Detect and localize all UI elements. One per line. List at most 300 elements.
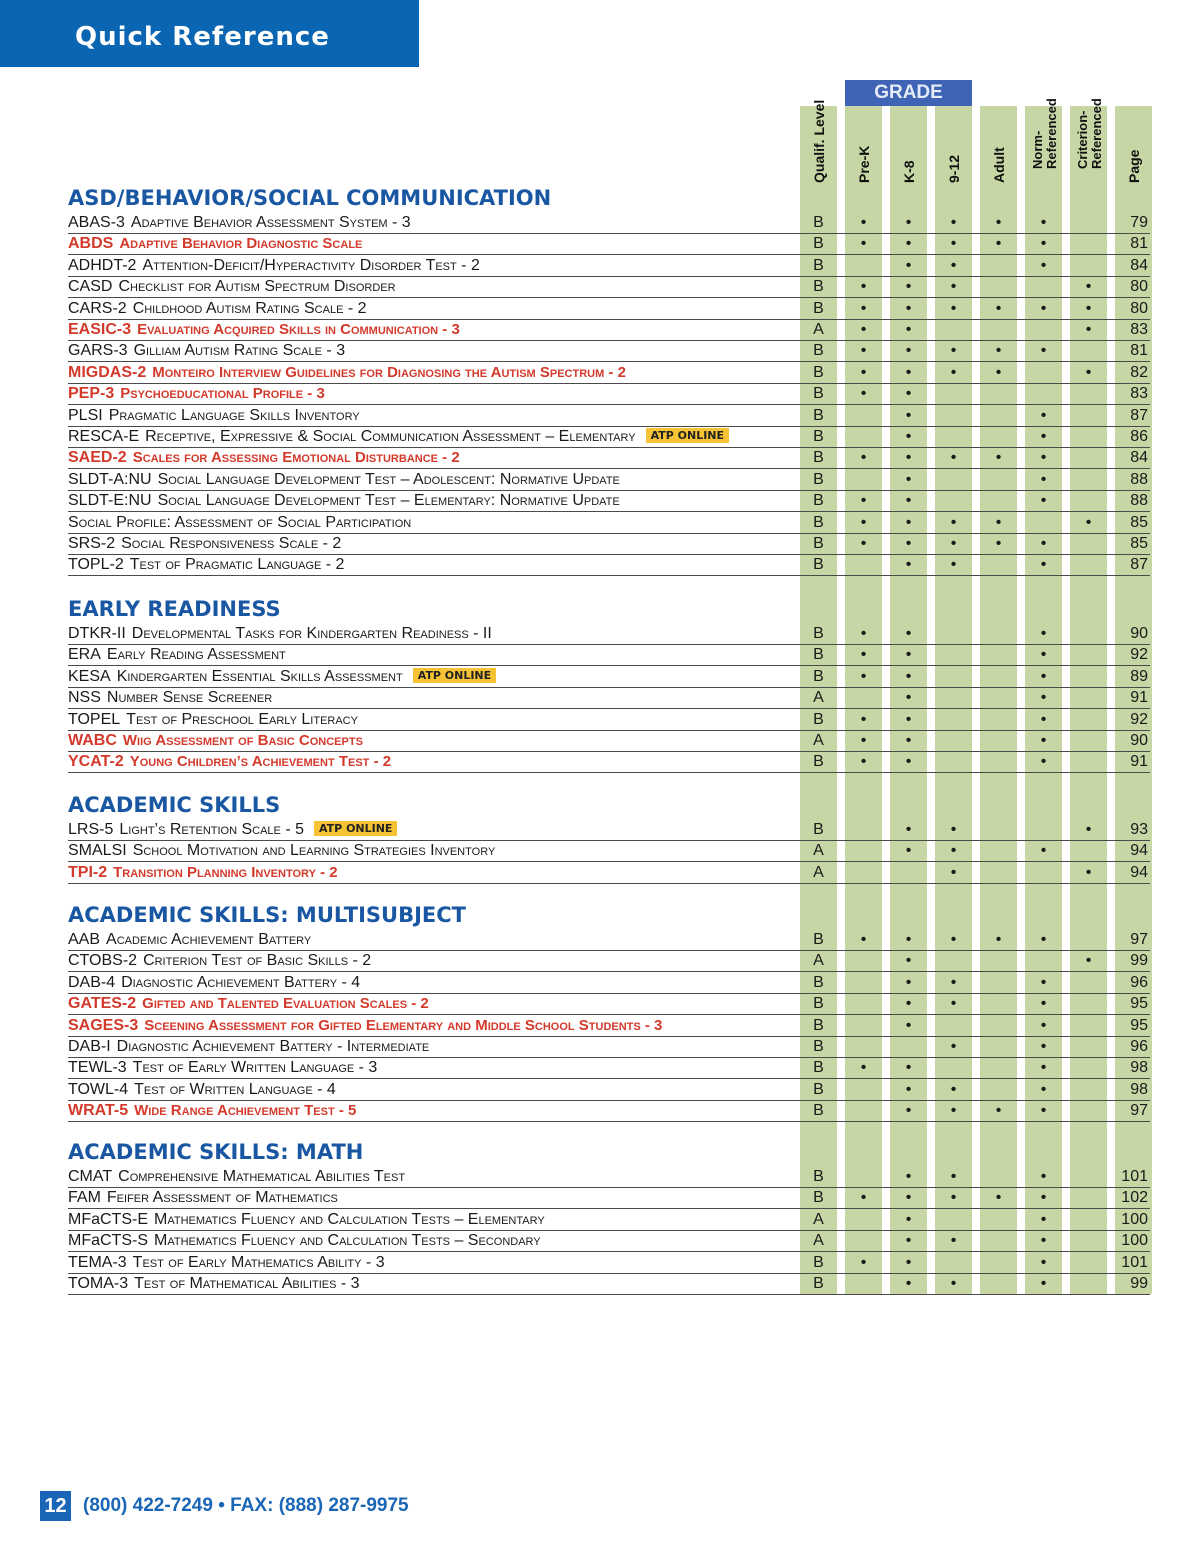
criterion-mark: •: [1085, 321, 1092, 338]
test-abbr: WABC: [68, 732, 117, 749]
norm-mark: •: [1040, 235, 1047, 253]
table-row[interactable]: [68, 212, 1150, 234]
criterion-mark: •: [1085, 821, 1092, 838]
test-abbr: LRS-5: [68, 821, 114, 838]
page-ref: 87: [1130, 556, 1148, 574]
page-ref: 83: [1130, 385, 1148, 403]
norm-mark: •: [1040, 689, 1047, 707]
test-name: Gifted and Talented Evaluation Scales - 2: [142, 995, 429, 1013]
9-12-mark: •: [950, 1232, 957, 1250]
test-abbr: KESA: [68, 667, 111, 685]
test-title: [68, 1168, 405, 1186]
col-label-9-12: 9-12: [945, 154, 962, 183]
k8-mark: •: [905, 1189, 912, 1207]
test-abbr: PLSI: [68, 406, 103, 424]
test-title: [68, 407, 360, 425]
adult-mark: •: [995, 214, 1002, 231]
prek-mark: •: [860, 1253, 867, 1271]
9-12-mark: •: [950, 1102, 957, 1120]
table-row[interactable]: [68, 533, 1150, 555]
9-12-mark: •: [950, 256, 957, 274]
table-row[interactable]: [68, 687, 1150, 709]
norm-mark: •: [1040, 406, 1047, 424]
col-label-norm: [1031, 98, 1059, 169]
adult-mark: •: [995, 342, 1002, 360]
prek-mark: •: [860, 449, 867, 467]
criterion-mark: •: [1085, 278, 1092, 296]
norm-mark: •: [1040, 1059, 1047, 1077]
test-name: Test of Preschool Early Literacy: [126, 710, 358, 728]
test-title: [68, 1254, 385, 1272]
test-title: [68, 300, 367, 318]
qualif-level: A: [813, 1210, 824, 1228]
test-abbr: RESCA-E: [68, 428, 140, 445]
table-row[interactable]: [68, 512, 1150, 534]
test-abbr: SRS-2: [68, 535, 116, 552]
page-ref: 79: [1130, 214, 1148, 231]
k8-mark: •: [905, 1080, 912, 1098]
k8-mark: •: [905, 1253, 912, 1271]
page-ref: 92: [1130, 710, 1148, 728]
qualif-level: B: [813, 1168, 824, 1185]
qualif-level: B: [813, 1253, 824, 1271]
k8-mark: •: [905, 406, 912, 424]
test-name: Test of Early Written Language - 3: [132, 1059, 378, 1077]
page-ref: 102: [1121, 1189, 1148, 1207]
test-title: [68, 214, 411, 232]
test-name: Social Profile: Assessment of Social Participation: [68, 513, 412, 531]
prek-mark: •: [860, 931, 867, 948]
test-abbr: TPI-2: [68, 863, 108, 881]
test-title: [68, 449, 460, 467]
k8-mark: •: [905, 732, 912, 749]
qualif-level: B: [813, 235, 824, 253]
page-ref: 99: [1130, 1275, 1148, 1292]
prek-mark: •: [860, 385, 867, 403]
table-row[interactable]: [68, 666, 1150, 688]
norm-mark: •: [1040, 470, 1047, 488]
test-abbr: SLDT-A:NU: [68, 470, 152, 488]
col-label-prek: Pre-K: [855, 145, 872, 183]
test-abbr: GARS-3: [68, 342, 128, 360]
qualif-level: B: [813, 667, 824, 685]
norm-mark: •: [1040, 492, 1047, 510]
test-name: Monteiro Interview Guidelines for Diagnosing the Autism Spectrum - 2: [152, 363, 626, 381]
norm-mark: •: [1040, 1253, 1047, 1271]
page-ref: 94: [1130, 863, 1148, 881]
qualif-level: B: [813, 1038, 824, 1055]
adult-mark: •: [995, 299, 1002, 317]
table-row[interactable]: [68, 993, 1150, 1015]
table-row[interactable]: [68, 1100, 1150, 1122]
test-abbr: TOPEL: [68, 710, 121, 728]
section-title: ACADEMIC SKILLS: MATH: [68, 1140, 364, 1164]
test-abbr: GATES-2: [68, 995, 137, 1013]
test-title: [68, 625, 492, 643]
test-name: Checklist for Autism Spectrum Disorder: [118, 278, 396, 296]
table-row[interactable]: [68, 1036, 1150, 1058]
9-12-mark: •: [950, 363, 957, 381]
table-row[interactable]: [68, 709, 1150, 731]
test-title: [68, 1102, 356, 1120]
page-ref: 95: [1130, 1016, 1148, 1034]
prek-mark: •: [860, 321, 867, 338]
table-row[interactable]: [68, 447, 1150, 469]
test-abbr: SAED-2: [68, 449, 127, 467]
test-title: [68, 974, 360, 992]
prek-mark: •: [860, 1059, 867, 1077]
col-head-9-12: [935, 106, 972, 203]
test-name: Childhood Autism Rating Scale - 2: [132, 299, 367, 317]
table-row[interactable]: [68, 426, 1150, 448]
test-title: [68, 646, 286, 664]
qualif-level: B: [813, 1102, 824, 1120]
page-ref: 98: [1130, 1080, 1148, 1098]
table-row[interactable]: [68, 819, 1150, 841]
table-row[interactable]: [68, 644, 1150, 666]
qualif-level: B: [813, 449, 824, 467]
test-abbr: DAB-4: [68, 973, 116, 991]
page-ref: 97: [1130, 931, 1148, 948]
test-abbr: ABAS-3: [68, 214, 125, 231]
table-row[interactable]: [68, 1273, 1150, 1295]
page-ref: 83: [1130, 321, 1148, 338]
test-name: Test of Pragmatic Language - 2: [129, 556, 345, 574]
norm-mark: •: [1040, 1080, 1047, 1098]
table-row[interactable]: [68, 340, 1150, 362]
test-title: [68, 471, 620, 489]
test-abbr: TEWL-3: [68, 1059, 127, 1077]
9-12-mark: •: [950, 1168, 957, 1185]
page-ref: 86: [1130, 428, 1148, 445]
test-abbr: TEMA-3: [68, 1253, 127, 1271]
qualif-level: B: [813, 513, 824, 531]
page-ref: 88: [1130, 492, 1148, 510]
page-ref: 96: [1130, 1038, 1148, 1055]
k8-mark: •: [905, 535, 912, 552]
table-row[interactable]: [68, 255, 1150, 277]
test-name: Pragmatic Language Skills Inventory: [108, 406, 360, 424]
norm-mark: •: [1040, 214, 1047, 231]
norm-mark: •: [1040, 973, 1047, 991]
prek-mark: •: [860, 235, 867, 253]
norm-mark: •: [1040, 535, 1047, 552]
k8-mark: •: [905, 973, 912, 991]
k8-mark: •: [905, 689, 912, 707]
table-row[interactable]: [68, 1187, 1150, 1209]
table-row[interactable]: [68, 1057, 1150, 1079]
col-label-k8: K-8: [900, 160, 917, 183]
adult-mark: •: [995, 363, 1002, 381]
test-title: [68, 689, 272, 707]
test-abbr: SAGES-3: [68, 1016, 139, 1034]
page-ref: 100: [1121, 1232, 1148, 1250]
prek-mark: •: [860, 299, 867, 317]
table-row[interactable]: [68, 490, 1150, 512]
test-title: [68, 342, 345, 360]
qualif-level: B: [813, 385, 824, 403]
test-title: [68, 235, 362, 253]
qualif-level: B: [813, 363, 824, 381]
norm-mark: •: [1040, 1275, 1047, 1292]
qualif-level: B: [813, 492, 824, 510]
k8-mark: •: [905, 1059, 912, 1077]
qualif-level: B: [813, 470, 824, 488]
page-ref: 80: [1130, 299, 1148, 317]
test-title: [68, 1232, 541, 1250]
test-name: School Motivation and Learning Strategies Inventory: [132, 842, 496, 860]
col-label-norm-line2: Referenced: [1043, 98, 1059, 169]
9-12-mark: •: [950, 1080, 957, 1098]
k8-mark: •: [905, 278, 912, 296]
test-title: [68, 952, 371, 970]
table-row[interactable]: [68, 319, 1150, 341]
adult-mark: •: [995, 1102, 1002, 1120]
k8-mark: •: [905, 821, 912, 838]
test-name: Diagnostic Achievement Battery - 4: [121, 973, 361, 991]
prek-mark: •: [860, 753, 867, 771]
col-label-adult: Adult: [990, 147, 1007, 183]
table-row[interactable]: [68, 1252, 1150, 1274]
test-name: Academic Achievement Battery: [106, 931, 312, 948]
k8-mark: •: [905, 1102, 912, 1120]
grade-header: GRADE: [845, 80, 972, 106]
adult-mark: •: [995, 535, 1002, 552]
9-12-mark: •: [950, 821, 957, 838]
test-name: Early Reading Assessment: [106, 646, 286, 664]
9-12-mark: •: [950, 1038, 957, 1055]
qualif-level: B: [813, 299, 824, 317]
norm-mark: •: [1040, 995, 1047, 1013]
table-row[interactable]: [68, 623, 1150, 645]
k8-mark: •: [905, 1232, 912, 1250]
k8-mark: •: [905, 753, 912, 771]
k8-mark: •: [905, 625, 912, 642]
col-head-k8: [890, 106, 927, 203]
col-label-criterion: [1076, 98, 1104, 169]
test-name: Light’s Retention Scale - 5: [119, 821, 305, 838]
test-title: [68, 321, 460, 339]
table-row[interactable]: [68, 950, 1150, 972]
test-title: [68, 1275, 360, 1293]
col-label-crit-line1: Criterion-: [1074, 110, 1090, 169]
test-abbr: ADHDT-2: [68, 256, 137, 274]
section-title: ACADEMIC SKILLS: [68, 793, 281, 817]
qualif-level: B: [813, 428, 824, 445]
table-row[interactable]: [68, 469, 1150, 491]
page-number: 12: [40, 1491, 71, 1521]
k8-mark: •: [905, 342, 912, 360]
adult-mark: •: [995, 235, 1002, 253]
test-name: Criterion Test of Basic Skills - 2: [143, 952, 372, 970]
test-title: [68, 931, 311, 949]
k8-mark: •: [905, 299, 912, 317]
qualif-level: B: [813, 995, 824, 1013]
test-abbr: SMALSI: [68, 842, 127, 860]
qualif-level: B: [813, 256, 824, 274]
test-abbr: TOPL-2: [68, 556, 124, 574]
k8-mark: •: [905, 449, 912, 467]
9-12-mark: •: [950, 995, 957, 1013]
col-head-qualif: [800, 99, 837, 203]
prek-mark: •: [860, 667, 867, 685]
norm-mark: •: [1040, 931, 1047, 948]
col-head-criterion: [1070, 98, 1107, 203]
test-name: Attention-Deficit/Hyperactivity Disorder Test - 2: [142, 256, 480, 274]
norm-mark: •: [1040, 1102, 1047, 1120]
test-name: Young Children’s Achievement Test - 2: [129, 753, 392, 771]
page-ref: 89: [1130, 667, 1148, 685]
page-ref: 82: [1130, 363, 1148, 381]
k8-mark: •: [905, 1168, 912, 1185]
page-ref: 85: [1130, 535, 1148, 552]
test-abbr: ERA: [68, 646, 101, 664]
page-ref: 90: [1130, 732, 1148, 749]
adult-mark: •: [995, 1189, 1002, 1207]
col-label-page: Page: [1125, 149, 1142, 183]
page-ref: 85: [1130, 513, 1148, 531]
test-title: [68, 711, 358, 729]
test-title: [68, 556, 344, 574]
qualif-level: A: [813, 732, 824, 749]
test-abbr: DAB-I: [68, 1038, 111, 1055]
qualif-level: B: [813, 342, 824, 360]
k8-mark: •: [905, 646, 912, 664]
qualif-level: B: [813, 1080, 824, 1098]
col-label-norm-line1: Norm-: [1029, 130, 1045, 169]
norm-mark: •: [1040, 1189, 1047, 1207]
table-row[interactable]: [68, 383, 1150, 405]
norm-mark: •: [1040, 1232, 1047, 1250]
page-ref: 99: [1130, 952, 1148, 970]
norm-mark: •: [1040, 625, 1047, 642]
qualif-level: B: [813, 931, 824, 948]
table-row[interactable]: [68, 276, 1150, 298]
test-name: Number Sense Screener: [106, 689, 273, 707]
test-name: Adaptive Behavior Diagnostic Scale: [119, 235, 363, 253]
test-title: [68, 385, 325, 403]
qualif-level: B: [813, 973, 824, 991]
table-row[interactable]: [68, 1079, 1150, 1101]
header-bar: [0, 0, 419, 67]
test-abbr: YCAT-2: [68, 753, 124, 771]
adult-mark: •: [995, 449, 1002, 467]
test-title: [68, 1211, 545, 1229]
page-ref: 87: [1130, 406, 1148, 424]
criterion-mark: •: [1085, 513, 1092, 531]
table-row[interactable]: [68, 840, 1150, 862]
test-abbr: MFaCTS-E: [68, 1210, 148, 1228]
atp-online-badge: ATP ONLINE: [314, 821, 397, 836]
test-name: Mathematics Fluency and Calculation Tests – Secondary: [154, 1232, 541, 1250]
qualif-level: B: [813, 710, 824, 728]
prek-mark: •: [860, 646, 867, 664]
test-title: [68, 492, 620, 510]
k8-mark: •: [905, 556, 912, 574]
table-row[interactable]: [68, 405, 1150, 427]
norm-mark: •: [1040, 556, 1047, 574]
table-row[interactable]: [68, 730, 1150, 752]
norm-mark: •: [1040, 1016, 1047, 1034]
norm-mark: •: [1040, 428, 1047, 445]
prek-mark: •: [860, 363, 867, 381]
test-title: [68, 514, 411, 532]
table-row[interactable]: [68, 362, 1150, 384]
qualif-level: B: [813, 1016, 824, 1034]
table-row[interactable]: [68, 233, 1150, 255]
page-ref: 92: [1130, 646, 1148, 664]
test-name: Evaluating Acquired Skills in Communication - 3: [137, 321, 460, 338]
test-abbr: AAB: [68, 931, 101, 948]
table-row[interactable]: [68, 972, 1150, 994]
test-title: [68, 1038, 429, 1056]
page-ref: 101: [1121, 1253, 1148, 1271]
k8-mark: •: [905, 1210, 912, 1228]
test-name: Sceening Assessment for Gifted Elementary and Middle School Students - 3: [144, 1016, 663, 1034]
test-name: Comprehensive Mathematical Abilities Test: [118, 1168, 406, 1185]
9-12-mark: •: [950, 299, 957, 317]
norm-mark: •: [1040, 732, 1047, 749]
test-name: Social Language Development Test – Elementary: Normative Update: [157, 492, 620, 510]
col-label-crit-line2: Referenced: [1088, 98, 1104, 169]
test-name: Transition Planning Inventory - 2: [113, 863, 338, 881]
table-row[interactable]: [68, 554, 1150, 576]
criterion-mark: •: [1085, 363, 1092, 381]
prek-mark: •: [860, 535, 867, 552]
page-ref: 93: [1130, 821, 1148, 838]
table-row[interactable]: [68, 1230, 1150, 1252]
test-abbr: CARS-2: [68, 299, 127, 317]
qualif-level: B: [813, 1275, 824, 1292]
qualif-level: B: [813, 406, 824, 424]
9-12-mark: •: [950, 931, 957, 948]
norm-mark: •: [1040, 1210, 1047, 1228]
table-row[interactable]: [68, 751, 1150, 773]
test-name: Mathematics Fluency and Calculation Tests – Elementary: [154, 1210, 545, 1228]
table-row[interactable]: [68, 929, 1150, 951]
table-row[interactable]: [68, 1209, 1150, 1231]
table-row[interactable]: [68, 862, 1150, 884]
page-ref: 84: [1130, 449, 1148, 467]
page-ref: 100: [1121, 1210, 1148, 1228]
test-abbr: NSS: [68, 689, 101, 707]
page-ref: 96: [1130, 973, 1148, 991]
9-12-mark: •: [950, 513, 957, 531]
atp-online-badge: ATP ONLINE: [646, 428, 729, 443]
test-name: Kindergarten Essential Skills Assessment: [116, 667, 403, 685]
9-12-mark: •: [950, 556, 957, 574]
test-abbr: TOMA-3: [68, 1275, 129, 1292]
qualif-level: A: [813, 952, 824, 970]
qualif-level: B: [813, 214, 824, 231]
table-row[interactable]: [68, 1015, 1150, 1037]
norm-mark: •: [1040, 1038, 1047, 1055]
test-abbr: PEP-3: [68, 385, 115, 403]
test-abbr: ABDS: [68, 235, 114, 253]
prek-mark: •: [860, 278, 867, 296]
table-row[interactable]: [68, 1166, 1150, 1188]
criterion-mark: •: [1085, 952, 1092, 970]
table-row[interactable]: [68, 298, 1150, 320]
adult-mark: •: [995, 931, 1002, 948]
criterion-mark: •: [1085, 863, 1092, 881]
test-name: Wiig Assessment of Basic Concepts: [122, 732, 363, 749]
test-title: [68, 842, 495, 860]
test-title: [68, 1017, 662, 1035]
page-ref: 90: [1130, 625, 1148, 642]
k8-mark: •: [905, 842, 912, 860]
9-12-mark: •: [950, 342, 957, 360]
